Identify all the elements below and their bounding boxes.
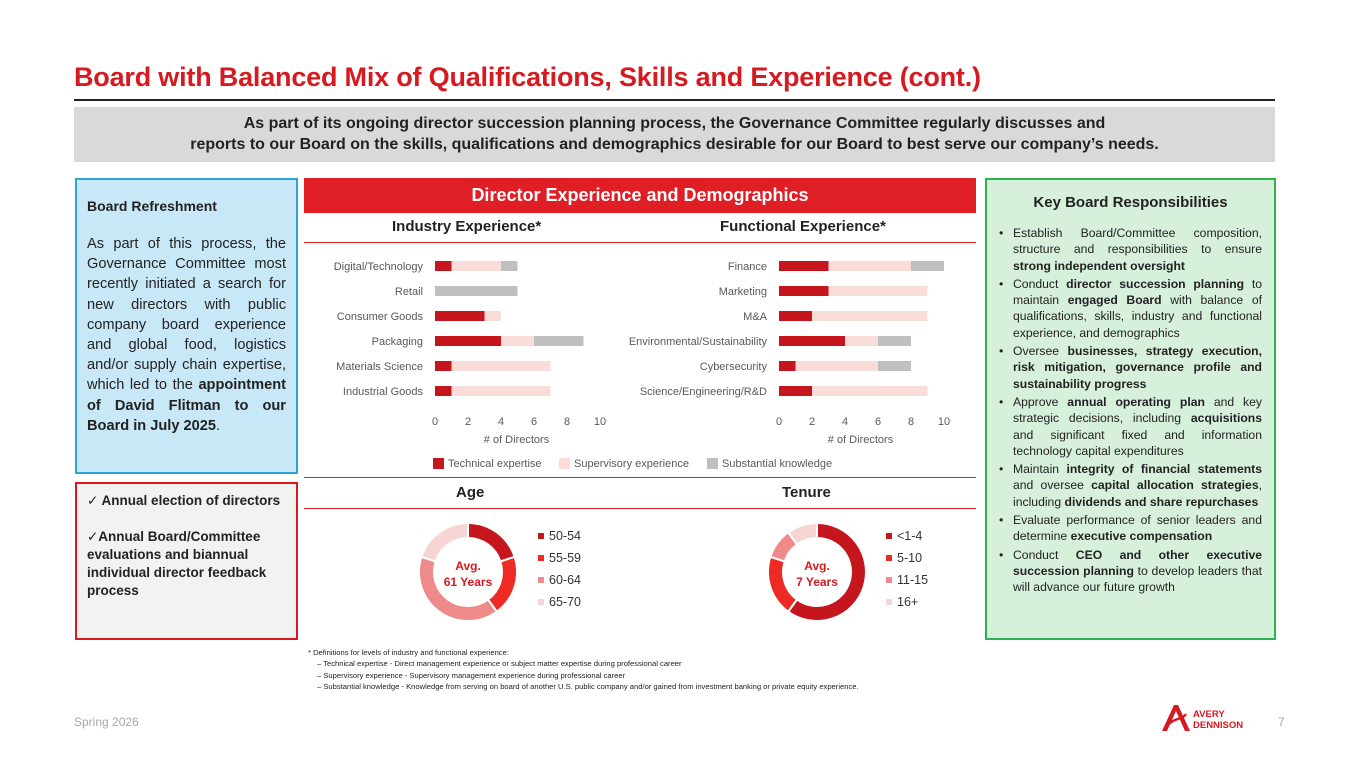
donut-legend-label: 5-10: [897, 551, 923, 565]
refreshment-highlight: appointment of David Flitman to our Board in July 2025: [87, 377, 286, 434]
donut-legend-label: 50-54: [549, 529, 581, 543]
category-label: Retail: [394, 286, 423, 298]
footnote-substantial: – Substantial knowledge - Knowledge from serving on board of another U.S. public company and/or gained from investment banking or private equity experience.: [317, 682, 859, 692]
x-tick-label: 0: [431, 416, 439, 428]
responsibility-text: Evaluate performance of senior leaders and determine: [1013, 513, 1262, 544]
industry-chart-title: Industry Experience*: [392, 218, 542, 235]
donut-center-value: 61 Years: [443, 575, 493, 589]
x-tick-label: 8: [563, 416, 571, 428]
responsibilities-heading: Key Board Responsibilities: [1033, 194, 1228, 211]
x-tick-label: 4: [841, 416, 849, 428]
responsibility-text: Oversee: [1013, 344, 1068, 359]
x-tick-label: 2: [808, 416, 816, 428]
responsibility-text: Approve: [1013, 394, 1068, 409]
x-tick-label: 2: [464, 416, 472, 428]
donut-legend-swatch: [886, 533, 892, 539]
category-label: Science/Engineering/R&D: [639, 386, 767, 398]
responsibility-text: , including: [1013, 478, 1262, 509]
x-tick-label: 0: [775, 416, 783, 428]
x-tick-label: 6: [874, 416, 882, 428]
category-label: Cybersecurity: [699, 361, 767, 373]
donut-legend-swatch: [538, 533, 544, 539]
experience-panel-heading: Director Experience and Demographics: [304, 178, 976, 213]
check-item-evaluations: ✓Annual Board/Committee evaluations and biannual individual director feedback process: [87, 529, 267, 598]
responsibility-item: [999, 225, 1262, 274]
donut-slice: [468, 523, 515, 561]
donut-legend-swatch: [886, 555, 892, 561]
intro-line-2: reports to our Board on the skills, qualifications and demographics desirable for our Board to best serve our company’s needs.: [190, 136, 1159, 153]
donut-legend-swatch: [538, 599, 544, 605]
legend-label: Technical expertise: [448, 458, 542, 470]
refreshment-heading: Board Refreshment: [87, 198, 217, 214]
donut-legend-label: 16+: [897, 595, 919, 609]
responsibility-text: with balance of qualifications, skills, industry and functional experience, and demographics: [1013, 293, 1262, 340]
page-number: 7: [1278, 715, 1285, 729]
x-axis-label: # of Directors: [827, 434, 894, 446]
responsibility-item: [999, 512, 1262, 545]
responsibility-item: [999, 547, 1262, 596]
legend-label: Supervisory experience: [574, 458, 689, 470]
donut-legend-label: 65-70: [549, 595, 581, 609]
definitions-footnote: [308, 647, 859, 693]
footnote-supervisory: – Supervisory experience - Supervisory management experience during professional career: [317, 670, 626, 680]
x-tick-label: 6: [530, 416, 538, 428]
category-label: Environmental/Sustainability: [628, 336, 767, 348]
category-label: Digital/Technology: [333, 261, 423, 273]
footer-date: Spring 2026: [74, 715, 139, 729]
responsibility-emphasis: engaged Board: [1067, 293, 1162, 308]
donut-center-label: Avg.: [804, 559, 830, 573]
responsibility-emphasis: director succession planning: [1066, 276, 1245, 291]
responsibility-emphasis: capital allocation strategies: [1091, 478, 1259, 493]
category-label: Materials Science: [336, 361, 423, 373]
x-axis-label: # of Directors: [483, 434, 550, 446]
responsibility-text: Establish Board/Committee composition, structure and responsibilities to ensure: [1013, 226, 1262, 257]
x-tick-label: 4: [497, 416, 505, 428]
donut-center-label: Avg.: [455, 559, 481, 573]
functional-chart-title: Functional Experience*: [720, 218, 886, 235]
x-tick-label: 8: [907, 416, 915, 428]
responsibility-text: and key strategic decisions, including: [1013, 394, 1263, 426]
donut-slice: [768, 557, 797, 612]
responsibility-text: to maintain: [1013, 276, 1262, 308]
category-label: Industrial Goods: [342, 386, 423, 398]
tenure-chart-title: Tenure: [782, 484, 831, 501]
donut-slice: [421, 523, 468, 561]
logo-mark-icon: [1162, 705, 1190, 731]
responsibility-emphasis: executive compensation: [1070, 529, 1213, 544]
x-tick-label: 10: [593, 416, 607, 428]
responsibility-item: [999, 461, 1262, 510]
footnote-intro: * Definitions for levels of industry and functional experience:: [308, 648, 509, 657]
responsibility-item: [999, 276, 1262, 341]
logo-text-avery: AVERY: [1193, 709, 1225, 720]
donut-slice: [488, 557, 517, 612]
category-label: Consumer Goods: [336, 311, 423, 323]
refreshment-end: .: [215, 417, 221, 434]
responsibility-emphasis: annual operating plan: [1067, 394, 1205, 409]
responsibility-text: Conduct: [1013, 547, 1076, 562]
responsibilities-list: [999, 225, 1262, 596]
responsibility-text: Conduct: [1013, 276, 1067, 291]
responsibility-item: [999, 343, 1262, 392]
donut-legend-label: 55-59: [549, 551, 581, 565]
check-item-annual-election: ✓ Annual election of directors: [87, 493, 281, 508]
legend-label: Substantial knowledge: [722, 458, 833, 470]
donut-legend-label: 11-15: [897, 573, 929, 587]
responsibility-item: [999, 394, 1262, 459]
logo-text-dennison: DENNISON: [1193, 720, 1244, 731]
donut-legend-swatch: [886, 599, 892, 605]
category-label: Finance: [727, 261, 767, 273]
donut-legend-swatch: [538, 555, 544, 561]
avery-dennison-logo: [1160, 702, 1250, 734]
category-label: Marketing: [718, 286, 767, 298]
responsibility-emphasis: strong independent oversight: [1013, 258, 1185, 273]
intro-line-1: As part of its ongoing director succession planning process, the Governance Committee regularly discusses and: [243, 115, 1106, 132]
responsibility-emphasis: acquisitions: [1190, 411, 1262, 426]
responsibility-emphasis: businesses, strategy execution, risk mitigation, governance profile and sustainability progress: [1013, 344, 1262, 391]
key-responsibilities-box: [985, 178, 1276, 640]
responsibility-emphasis: CEO and other executive succession planning: [1013, 547, 1263, 578]
responsibility-text: and oversee: [1013, 478, 1092, 493]
refreshment-text: As part of this process, the Governance Committee most recently initiated a search for new directors with public company board experience and global food, logistics and/or supply chain expertise, which led to the: [87, 236, 286, 394]
footnote-technical: – Technical expertise - Direct management experience or subject matter expertise during professional career: [317, 659, 682, 669]
donut-legend-swatch: [886, 577, 892, 583]
donut-legend-label: 60-64: [549, 573, 581, 587]
responsibility-text: Maintain: [1013, 462, 1067, 477]
category-label: Packaging: [371, 336, 423, 348]
age-chart-title: Age: [456, 484, 485, 501]
responsibility-emphasis: dividends and share repurchases: [1064, 494, 1259, 509]
responsibility-text: and significant fixed and information technology capital expenditures: [1013, 427, 1262, 458]
donut-legend-swatch: [538, 577, 544, 583]
donut-legend-label: <1-4: [897, 529, 923, 543]
x-tick-label: 10: [937, 416, 951, 428]
donut-center-value: 7 Years: [796, 575, 838, 589]
category-label: M&A: [743, 311, 767, 323]
page-title: Board with Balanced Mix of Qualifications, Skills and Experience (cont.): [74, 62, 981, 92]
responsibility-emphasis: integrity of financial statements: [1066, 462, 1263, 477]
responsibility-text: to develop leaders that will advance our future growth: [1013, 563, 1262, 595]
